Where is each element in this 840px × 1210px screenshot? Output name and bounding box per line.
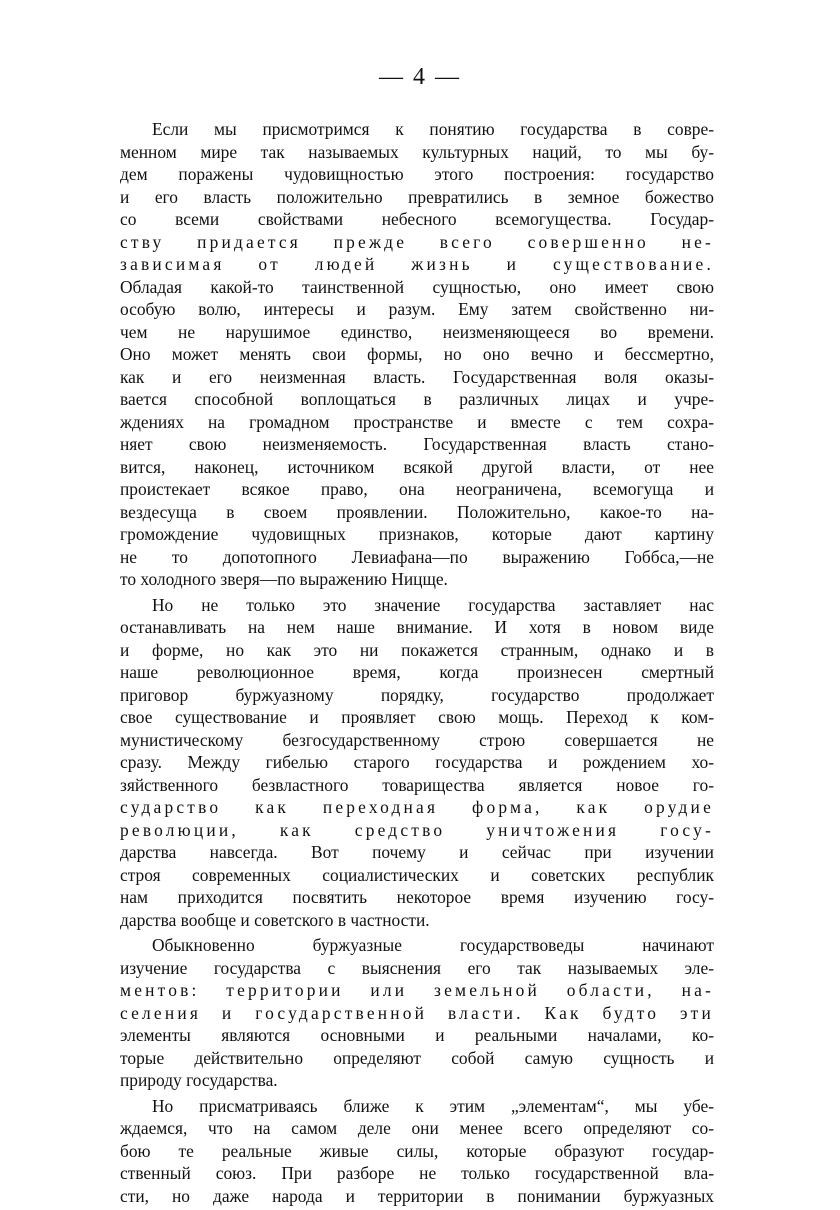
text-line: сударство как переходная форма, как орудие [120,797,714,817]
text-line: ству придается прежде всего совершенно не- [120,231,714,252]
text-line: свое существование и проявляет свою мощь. Переход к ком- [120,707,714,727]
text-line: няет свою неизменяемость. Государственная власть стано- [120,434,714,454]
text-line: элементы являются основными и реальными началами, ко- [120,1025,714,1045]
text-line: зависимая от людей жизнь и существование. [120,254,714,274]
page-number: — 4 — [379,64,461,90]
text-line: селения и государственной власти. Как будто эти [120,1002,714,1023]
text-line: сразу. Между гибелью старого государства и рождением хо- [120,752,714,772]
text-line: Обыкновенно буржуазные государствоведы начинают [152,935,714,955]
text-line: строя современных социалистических и советских республик [120,864,714,885]
text-line: революции, как средство уничтожения госу- [120,819,714,840]
text-line: Оно может менять свои формы, но оно вечно и бессмертно, [120,344,714,364]
text-line: то холодного зверя—по выражению Ницще. [120,569,448,589]
text-line: вездесуща в своем проявлении. Положительно, какое-то на- [120,501,714,522]
text-line: ственный союз. При разборе не только государственной вла- [120,1163,714,1183]
text-line: природу государства. [120,1070,278,1090]
text-line: менном мире так называемых культурных наций, то мы бу- [120,141,714,162]
text-line: особую волю, интересы и разум. Ему затем свойственно ни- [120,299,714,319]
text-line: дем поражены чудовищностью этого построения: государство [120,164,714,184]
text-line: ждениях на громадном пространстве и вместе с тем сохра- [120,411,714,432]
text-line: и его власть положительно превратились в земное божество [120,186,714,207]
text-line: мунистическому безгосударственному строю совершается не [120,729,714,750]
text-line: чем не нарушимое единство, неизменяющееся во времени. [120,321,714,342]
paragraph-1 [120,118,714,591]
text-line: вится, наконец, источником всякой другой власти, от нее [120,456,714,477]
body-text [120,118,714,1210]
text-line: громождение чудовищных признаков, которые дают картину [120,524,714,544]
text-line: Обладая какой-то таинственной сущностью, оно имеет свою [120,276,714,297]
text-line: не то допотопного Левиафана—по выражению Гоббса,—не [120,546,714,567]
text-line: изучение государства с выяснения его так называемых эле- [120,957,714,978]
text-line: бою те реальные живые силы, которые образуют государ- [120,1140,714,1161]
text-line: Но не только это значение государства заставляет нас [152,594,714,615]
text-line: наше революционное время, когда произнесен смертный [120,662,714,682]
paragraph-4 [120,1095,714,1208]
text-line: проистекает всякое право, она неограничена, всемогуща и [120,479,714,499]
text-line: дарства вообще и советского в частности. [120,909,430,930]
text-line: дарства навсегда. Вот почему и сейчас при изучении [120,842,714,862]
text-line: как и его неизменная власть. Государственная воля оказы- [120,366,714,387]
text-line: торые действительно определяют собой самую сущность и [120,1047,714,1068]
text-line: Если мы присмотримся к понятию государства в совре- [152,119,714,139]
text-line: зяйственного безвластного товарищества является новое го- [120,774,714,795]
text-line: вается способной воплощаться в различных лицах и учре- [120,389,714,409]
paragraph-2 [120,594,714,932]
text-line: Но присматриваясь ближе к этим „элементам“, мы убе- [152,1095,714,1116]
text-line: останавливать на нем наше внимание. И хотя в новом виде [120,617,714,637]
text-line: сти, но даже народа и территории в понимании буржуазных [120,1185,714,1206]
text-line: ментов: территории или земельной области, на- [120,980,714,1000]
text-line: приговор буржуазному порядку, государство продолжает [120,684,714,705]
text-line: и форме, но как это ни покажется странным, однако и в [120,639,714,660]
text-line: ждаемся, что на самом деле они менее всего определяют со- [120,1118,714,1138]
text-line: нам приходится посвятить некоторое время изучению госу- [120,887,714,907]
text-line: со всеми свойствами небесного всемогущества. Государ- [120,209,714,229]
paragraph-3 [120,934,714,1092]
